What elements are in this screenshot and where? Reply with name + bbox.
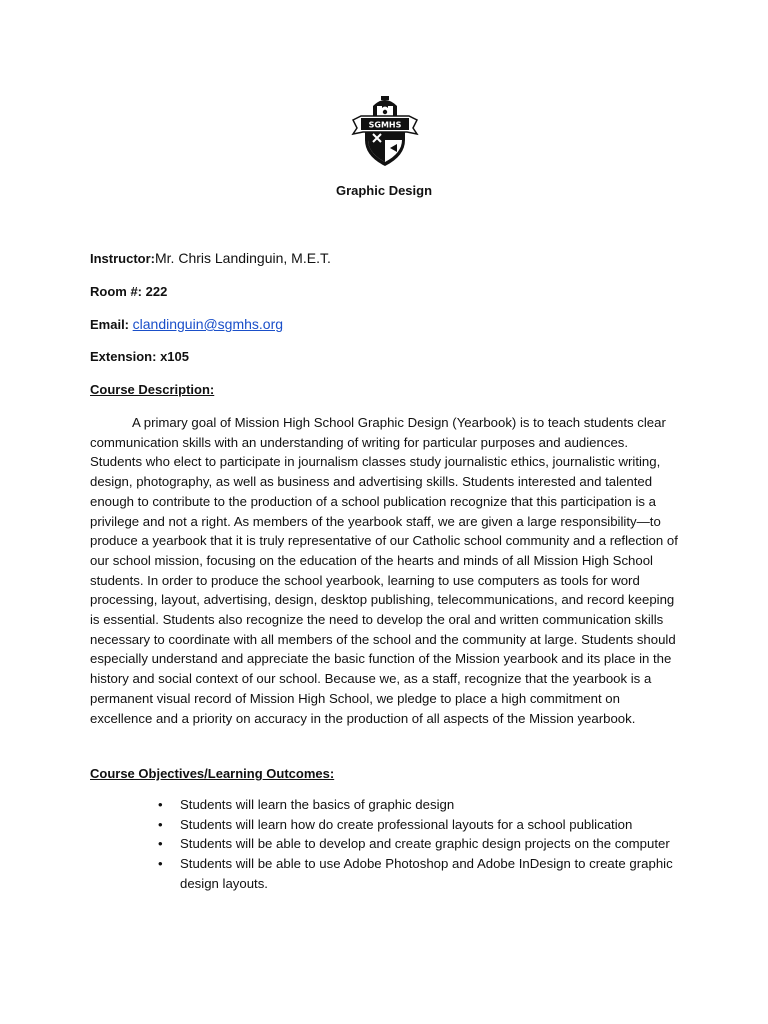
list-item — [90, 795, 680, 815]
objective-text: Students will learn the basics of graphic design — [180, 797, 455, 812]
objectives-heading: Course Objectives/Learning Outcomes: — [90, 766, 335, 781]
objective-text: Students will learn how do create professional layouts for a school publication — [180, 816, 633, 832]
list-item — [90, 815, 680, 835]
instructor-label: Instructor: — [90, 251, 155, 266]
course-description-heading: Course Description: — [90, 382, 215, 397]
list-item — [90, 834, 680, 854]
bullet-icon: • — [158, 856, 163, 872]
instructor-value: Mr. Chris Landinguin, M.E.T. — [155, 250, 331, 266]
extension-label: Extension: x105 — [90, 349, 189, 364]
school-crest-logo — [351, 92, 419, 168]
email-label: Email: — [90, 317, 130, 332]
list-item — [90, 854, 680, 893]
extension-line — [90, 349, 189, 364]
crest-banner-text: SGMHS — [368, 120, 402, 130]
email-line — [90, 316, 283, 332]
page-title: Graphic Design — [335, 183, 433, 198]
objective-text: Students will be able to develop and create graphic design projects on the computer — [180, 836, 670, 852]
room-line — [90, 284, 167, 299]
instructor-line — [90, 250, 331, 266]
email-link[interactable]: clandinguin@sgmhs.org — [132, 316, 284, 332]
bullet-icon: • — [158, 816, 163, 832]
bullet-icon: • — [158, 836, 163, 852]
bullet-icon: • — [158, 797, 163, 812]
objectives-list — [90, 795, 680, 894]
objective-text: Students will be able to use Adobe Photoshop and Adobe InDesign to create graphic design layouts. — [180, 856, 673, 891]
room-label: Room #: 222 — [90, 284, 168, 299]
course-description-paragraph: A primary goal of Mission High School Graphic Design (Yearbook) is to teach students clear communication skills with an understanding of writing for particular purposes and audiences. Students who elect to participate in journalism classes study journalistic ethics, journalistic writing, design, photography, as well as business and advertising skills. Students interested and talented enough to contribute to the production of a school publication recognize that this participation is a privilege and not a right. As members of the yearbook staff, we are given a large responsibility—to produce a yearbook that it is truly representative of our Catholic school community and a reflection of our school mission, focusing on the education of the hearts and minds of all Mission High School students. In order to produce the school yearbook, learning to use computers as tools for word processing, layout, advertising, design, desktop publishing, telecommunications, and record keeping is essential. Students also recognize the need to develop the oral and written communication skills necessary to coordinate with all members of the school and the community at large. Students should especially understand and appreciate the basic function of the Mission yearbook and its place in the history and social context of our school. Because we, as a staff, recognize that the yearbook is a permanent visual record of Mission High School, we pledge to place a high commitment on excellence and a priority on accuracy in the production of all aspects of the Mission yearbook. — [90, 415, 678, 726]
